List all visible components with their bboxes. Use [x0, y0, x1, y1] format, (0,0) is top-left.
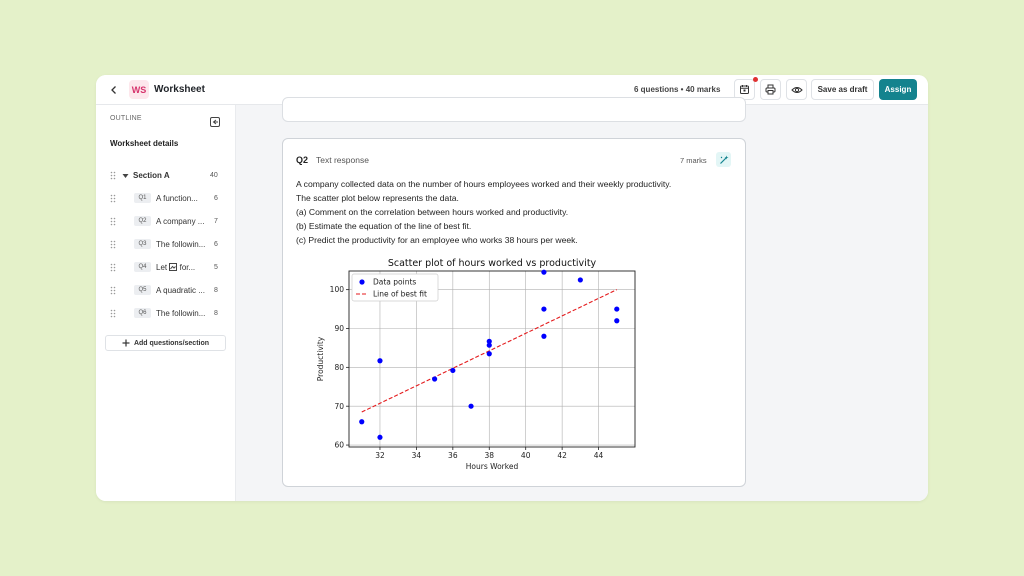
data-point	[541, 270, 546, 275]
back-button[interactable]	[106, 82, 122, 98]
question-line: The scatter plot below represents the data.	[296, 193, 459, 204]
y-tick-label: 90	[334, 324, 344, 334]
chart-title: Scatter plot of hours worked vs productivity	[387, 258, 597, 269]
question-marks: 8	[214, 287, 218, 294]
x-tick-label: 42	[557, 451, 567, 460]
y-axis-label: Productivity	[316, 336, 325, 382]
question-tag: Q4	[134, 262, 151, 272]
question-item[interactable]	[96, 260, 236, 276]
question-tag: Q5	[134, 285, 151, 295]
data-point	[377, 435, 382, 440]
question-item[interactable]	[96, 283, 236, 299]
x-tick-label: 34	[411, 451, 422, 460]
question-item[interactable]	[96, 191, 236, 207]
worksheet-badge: WS	[129, 80, 149, 99]
section-marks: 40	[210, 172, 218, 179]
question-card[interactable]	[282, 138, 746, 487]
drag-handle-icon[interactable]	[110, 217, 116, 226]
page-title: Worksheet	[154, 84, 205, 95]
worksheet-summary: 6 questions • 40 marks	[634, 85, 721, 94]
question-tag: Q2	[134, 216, 151, 226]
editor-area	[236, 105, 928, 501]
question-line: (a) Comment on the correlation between hours worked and productivity.	[296, 207, 569, 218]
notification-dot	[753, 77, 758, 82]
scatter-chart	[293, 246, 653, 479]
legend-label-line: Line of best fit	[373, 289, 427, 299]
question-tag: Q3	[134, 239, 151, 249]
print-button[interactable]	[760, 79, 781, 100]
question-preview-start: Let	[156, 263, 168, 272]
previous-question-card[interactable]	[282, 97, 746, 122]
wand-icon	[719, 155, 729, 165]
question-tag: Q1	[134, 193, 151, 203]
add-question-button[interactable]	[105, 335, 226, 351]
outline-label: OUTLINE	[110, 115, 142, 122]
question-line: (b) Estimate the equation of the line of best fit.	[296, 221, 472, 232]
data-point	[614, 306, 619, 311]
x-tick-label: 36	[448, 451, 458, 460]
data-point	[614, 318, 619, 323]
question-preview: A company ...	[156, 217, 205, 226]
y-tick-label: 100	[329, 285, 344, 295]
question-marks: 8	[214, 310, 218, 317]
chevron-left-icon	[109, 85, 119, 95]
question-line: A company collected data on the number of hours employees worked and their weekly productivity.	[296, 179, 672, 189]
question-item[interactable]	[96, 237, 236, 253]
drag-handle-icon[interactable]	[110, 194, 116, 203]
legend-label-points: Data points	[373, 277, 417, 287]
collapse-sidebar-button[interactable]	[210, 114, 220, 124]
section-name: Section A	[133, 171, 170, 180]
data-point	[377, 358, 382, 363]
data-point	[541, 334, 546, 339]
data-point	[487, 343, 492, 348]
data-point	[578, 277, 583, 282]
question-preview: A quadratic ...	[156, 286, 205, 295]
question-preview: The followin...	[156, 309, 206, 318]
add-question-label: Add questions/section	[133, 339, 210, 347]
question-marks-label: 7 marks	[680, 156, 707, 165]
question-line: (c) Predict the productivity for an employee who works 38 hours per week.	[296, 235, 578, 246]
x-tick-label: 32	[375, 451, 385, 460]
collapse-panel-icon	[210, 117, 220, 127]
eye-icon	[791, 85, 803, 95]
question-marks: 5	[214, 264, 218, 271]
x-tick-label: 40	[520, 451, 531, 460]
drag-handle-icon[interactable]	[110, 263, 116, 272]
app-window	[96, 75, 928, 501]
question-marks: 6	[214, 195, 218, 202]
drag-handle-icon[interactable]	[110, 309, 116, 318]
question-marks: 6	[214, 241, 218, 248]
drag-handle-icon[interactable]	[110, 286, 116, 295]
question-item[interactable]	[96, 214, 236, 230]
question-preview: A function...	[156, 194, 198, 203]
x-tick-label: 38	[484, 451, 495, 460]
question-preview-end: for...	[179, 263, 196, 272]
data-point	[432, 376, 437, 381]
question-item[interactable]	[96, 306, 236, 322]
plus-icon	[122, 339, 130, 347]
data-point	[359, 419, 364, 424]
preview-button[interactable]	[786, 79, 807, 100]
ai-tools-button[interactable]	[716, 152, 731, 167]
x-tick-label: 44	[593, 451, 604, 460]
outline-sidebar	[96, 105, 236, 501]
data-point	[487, 351, 492, 356]
question-marks: 7	[214, 218, 218, 225]
calendar-icon	[739, 84, 750, 95]
x-axis-label: Hours Worked	[465, 462, 519, 471]
data-point	[541, 306, 546, 311]
printer-icon	[765, 84, 776, 95]
y-tick-label: 80	[334, 362, 344, 372]
caret-down-icon[interactable]	[122, 173, 129, 179]
save-draft-button[interactable]: Save as draft	[811, 79, 874, 100]
y-tick-label: 60	[334, 440, 344, 450]
data-point	[450, 368, 455, 373]
question-preview	[156, 263, 195, 272]
question-type: Text response	[316, 155, 369, 165]
legend-marker-points	[359, 279, 364, 284]
drag-handle-icon[interactable]	[110, 171, 116, 180]
section-row[interactable]	[96, 168, 236, 184]
worksheet-details-link[interactable]: Worksheet details	[110, 139, 179, 148]
data-point	[468, 404, 473, 409]
question-number: Q2	[296, 155, 309, 165]
y-tick-label: 70	[334, 401, 344, 411]
drag-handle-icon[interactable]	[110, 240, 116, 249]
question-tag: Q6	[134, 308, 151, 318]
assign-button[interactable]: Assign	[879, 79, 917, 100]
image-icon	[169, 263, 177, 271]
question-preview: The followin...	[156, 240, 206, 249]
question-body	[296, 177, 736, 247]
